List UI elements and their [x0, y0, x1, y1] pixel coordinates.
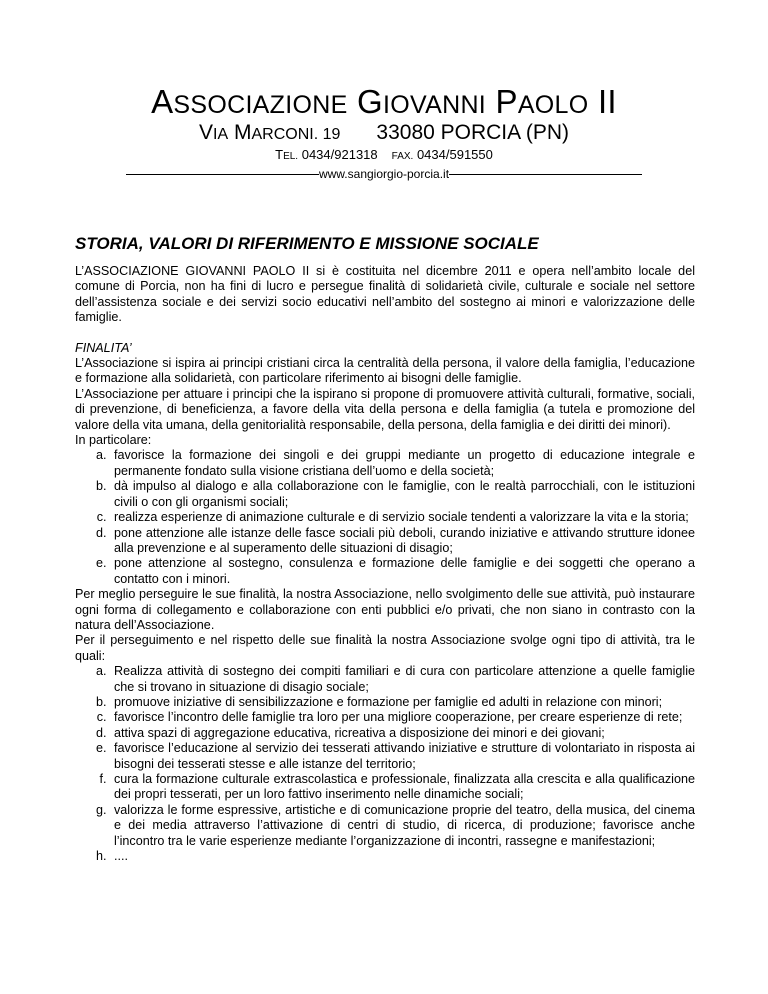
list-item: d. attiva spazi di aggregazione educativa, ricreativa a disposizione dei minori e dei giovani; — [110, 726, 695, 741]
paragraph: Per meglio perseguire le sue finalità, la nostra Associazione, nello svolgimento delle sue attività, può instaurare ogni forma di collegamento e collaborazione con enti pubblici e/o privati, che non siano in contrasto con la natura dell’Associazione. — [75, 587, 695, 632]
list-item: b. promuove iniziative di sensibilizzazione e formazione per famiglie ed adulti in relazione con minori; — [110, 695, 695, 710]
association-name: ASSOCIAZIONE GIOVANNI PAOLO II — [151, 83, 617, 120]
header-rule-left — [126, 174, 319, 175]
list-item: g. valorizza le forme espressive, artistiche e di comunicazione proprie del teatro, della musica, del cinema e dei media attraverso l’attivazione di centri di studio, di ricerca, di produzione; favorisce anche l’incontro tra le varie esperienze mediante l’organizzazione di incontri, rassegne e manifestazioni; — [110, 803, 695, 849]
list-item: a. favorisce la formazione dei singoli e dei gruppi mediante un progetto di educazione integrale e permanente fondato sulla visione cristiana dell’uomo e della società; — [110, 448, 695, 479]
paragraph: L’Associazione si ispira ai principi cristiani circa la centralità della persona, il valore della famiglia, l’educazione e formazione alla solidarietà, con particolare riferimento ai bisogni delle famiglie. — [75, 356, 695, 386]
intro-paragraph: L’ASSOCIAZIONE GIOVANNI PAOLO II si è costituita nel dicembre 2011 e opera nell’ambito locale del comune di Porcia, non ha fini di lucro e persegue finalità di solidarietà civile, culturale e sociale nel settore dell’assistenza sociale e dei servizi socio educativi nell’ambito del sostegno ai minori e valorizzazione delle famiglie. — [75, 264, 695, 325]
contact-phone-fax: TEL. 0434/921318 FAX. 0434/591550 — [275, 147, 493, 162]
list-item: h. .... — [110, 849, 695, 864]
in-particolare-label: In particolare: — [75, 433, 152, 448]
list-item: b. dà impulso al dialogo e alla collaborazione con le famiglie, con le realtà parrocchiali, con le istituzioni civili o con gli organismi sociali; — [110, 479, 695, 510]
list-item: c. favorisce l’incontro delle famiglie tra loro per una migliore cooperazione, per creare esperienze di rete; — [110, 710, 695, 725]
association-address: VIA MARCONI. 19 33080 PORCIA (PN) — [199, 121, 569, 144]
list-item: c. realizza esperienze di animazione culturale e di servizio sociale tendenti a valorizzare la vita e la storia; — [110, 510, 695, 525]
list-item: d. pone attenzione alle istanze delle fasce sociali più deboli, curando iniziative e attivando strutture idonee alla prevenzione e al superamento delle situazioni di disagio; — [110, 526, 695, 557]
website-link[interactable]: www.sangiorgio-porcia.it — [318, 167, 450, 181]
postal-code-city: 33080 PORCIA (PN) — [376, 121, 569, 144]
fax-number: 0434/591550 — [416, 147, 493, 162]
list-item: a. Realizza attività di sostegno dei compiti familiari e di cura con particolare attenzione a quelle famiglie che si trovano in situazione di disagio sociale; — [110, 664, 695, 695]
purposes-list — [75, 448, 695, 587]
website-line — [0, 165, 768, 183]
header-rule-right — [449, 174, 642, 175]
phone-number: 0434/921318 — [301, 147, 378, 162]
fax-label: FAX. — [391, 151, 414, 162]
finalita-label: FINALITA’ — [75, 340, 132, 355]
list-item: e. pone attenzione al sostegno, consulenza e formazione delle famiglie e dei soggetti che operano a contatto con i minori. — [110, 556, 695, 587]
section-heading: STORIA, VALORI DI RIFERIMENTO E MISSIONE SOCIALE — [75, 234, 539, 253]
list-item: e. favorisce l’educazione al servizio dei tesserati attivando iniziative e strutture di volontariato in risposta ai bisogni dei tesserati stesse e alle istanze del territorio; — [110, 741, 695, 772]
list-item: f. cura la formazione culturale extrascolastica e professionale, finalizzata alla crescita e alla qualificazione dei propri tesserati, per un loro fattivo inserimento nelle dinamiche sociali; — [110, 772, 695, 803]
activities-list — [75, 664, 695, 864]
document-body — [75, 264, 695, 864]
paragraph: Per il perseguimento e nel rispetto delle sue finalità la nostra Associazione svolge ogni tipo di attività, tra le quali: — [75, 633, 695, 663]
paragraph: L’Associazione per attuare i principi che la ispirano si propone di promuovere attività culturali, formative, sociali, di prevenzione, di beneficienza, a favore della vita della persona e della famiglia (a tutela e promozione del valore della vita umana, della genitorialità responsabile, della persona, della famiglia e dei diritti dei minori). — [75, 386, 695, 432]
